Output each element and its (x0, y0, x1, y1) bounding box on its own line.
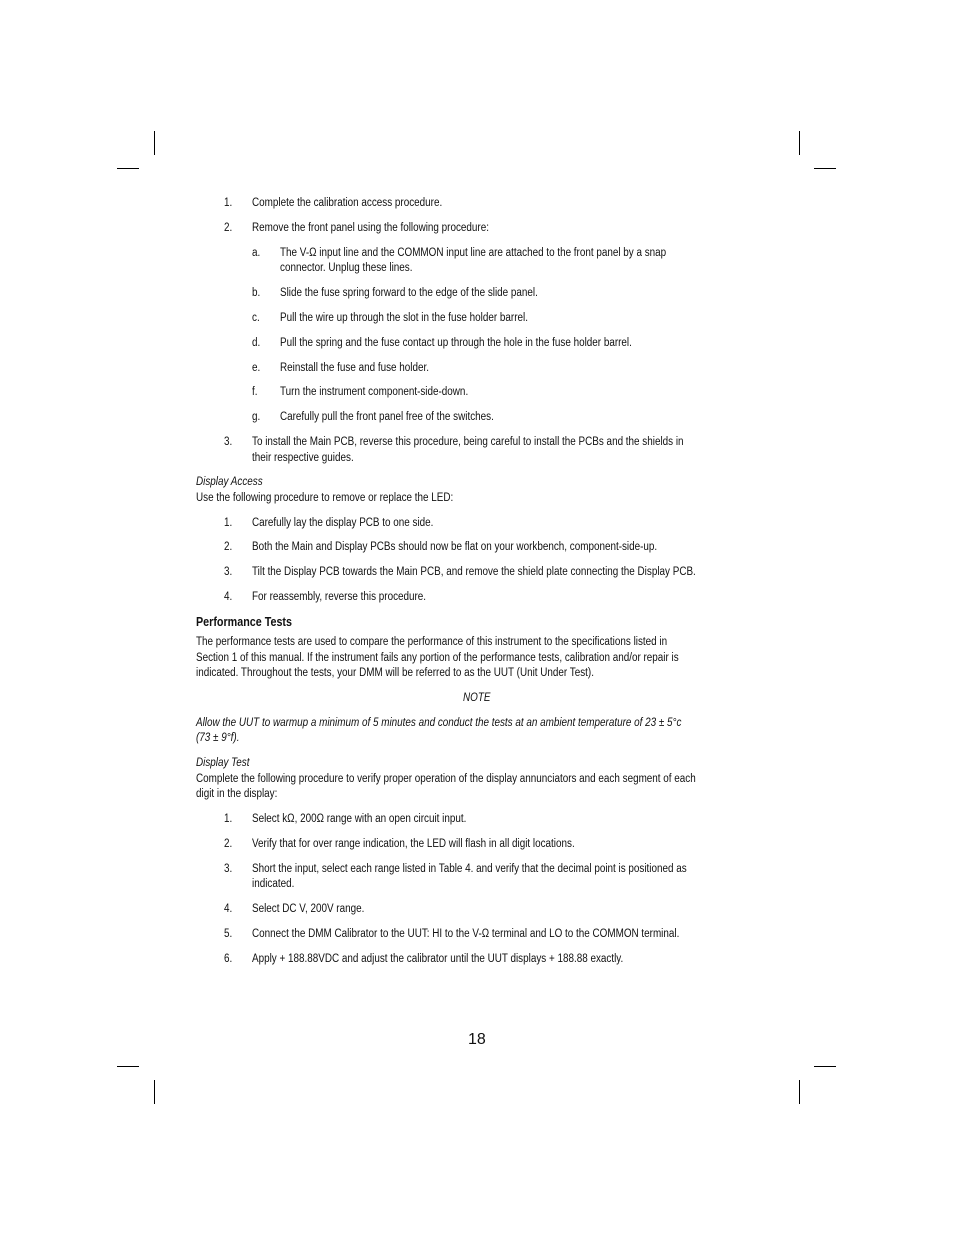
substep-letter: d. (252, 337, 261, 349)
page-number: 18 (468, 1031, 486, 1048)
step-number: 6. (224, 953, 233, 965)
substep-letter: f. (252, 386, 258, 398)
step-text: Carefully lay the display PCB to one side. (252, 517, 434, 529)
paragraph-line: The performance tests are used to compare the performance of this instrument to the specifications listed in (196, 636, 668, 648)
step-number: 1. (224, 813, 233, 825)
step-number: 2. (224, 222, 233, 234)
step-number: 3. (224, 863, 233, 875)
substep-text: Reinstall the fuse and fuse holder. (280, 362, 430, 374)
section-intro: digit in the display: (196, 788, 278, 800)
substep-text: connector. Unplug these lines. (280, 262, 413, 274)
crop-mark-bottom-left-vertical (154, 1080, 155, 1104)
step-number: 2. (224, 838, 233, 850)
step-text: Select DC V, 200V range. (252, 903, 365, 915)
step-number: 1. (224, 197, 233, 209)
step-number: 1. (224, 517, 233, 529)
substep-text: Pull the wire up through the slot in the fuse holder barrel. (280, 312, 528, 324)
step-text: Complete the calibration access procedure. (252, 197, 443, 209)
substep-letter: g. (252, 411, 261, 423)
step-number: 4. (224, 903, 233, 915)
substep-text: Pull the spring and the fuse contact up through the hole in the fuse holder barrel. (280, 337, 632, 349)
substep-letter: c. (252, 312, 260, 324)
step-text: Connect the DMM Calibrator to the UUT: HI to the V-Ω terminal and LO to the COMMON terminal. (252, 928, 680, 940)
step-number: 2. (224, 541, 233, 553)
crop-mark-bottom-right-horizontal (814, 1066, 836, 1067)
crop-mark-top-left-vertical (154, 131, 155, 155)
substep-letter: b. (252, 287, 261, 299)
paragraph-line: indicated. Throughout the tests, your DMM will be referred to as the UUT (Unit Under Test). (196, 667, 594, 679)
section-heading: Performance Tests (196, 615, 292, 629)
step-number: 4. (224, 591, 233, 603)
step-text: Apply + 188.88VDC and adjust the calibrator until the UUT displays + 188.88 exactly. (252, 953, 624, 965)
crop-mark-top-right-horizontal (814, 168, 836, 169)
step-number: 3. (224, 436, 233, 448)
step-text: Verify that for over range indication, the LED will flash in all digit locations. (252, 838, 575, 850)
step-text: Select kΩ, 200Ω range with an open circuit input. (252, 813, 467, 825)
substep-letter: a. (252, 247, 261, 259)
paragraph-line: Section 1 of this manual. If the instrument fails any portion of the performance tests, calibration and/or repair is (196, 652, 679, 664)
step-text: their respective guides. (252, 452, 354, 464)
step-text: Remove the front panel using the following procedure: (252, 222, 489, 234)
step-text: Short the input, select each range listed in Table 4. and verify that the decimal point is positioned as (252, 863, 687, 875)
substep-letter: e. (252, 362, 261, 374)
step-text: To install the Main PCB, reverse this procedure, being careful to install the PCBs and the shields in (252, 436, 684, 448)
substep-text: Slide the fuse spring forward to the edge of the slide panel. (280, 287, 538, 299)
crop-mark-bottom-right-vertical (799, 1080, 800, 1104)
crop-mark-bottom-left-horizontal (117, 1066, 139, 1067)
step-text: Both the Main and Display PCBs should now be flat on your workbench, component-side-up. (252, 541, 658, 553)
crop-mark-top-right-vertical (799, 131, 800, 155)
note-text: (73 ± 9°f). (196, 732, 240, 744)
crop-mark-top-left-horizontal (117, 168, 139, 169)
section-subtitle: Display Access (196, 476, 263, 488)
step-number: 5. (224, 928, 233, 940)
step-text: indicated. (252, 878, 295, 890)
substep-text: Carefully pull the front panel free of the switches. (280, 411, 494, 423)
substep-text: Turn the instrument component-side-down. (280, 386, 469, 398)
section-intro: Use the following procedure to remove or replace the LED: (196, 492, 454, 504)
section-intro: Complete the following procedure to verify proper operation of the display annunciators and each segment of each (196, 773, 696, 785)
note-text: Allow the UUT to warmup a minimum of 5 minutes and conduct the tests at an ambient temperature of 23 ± 5°c (196, 717, 682, 729)
substep-text: The V-Ω input line and the COMMON input line are attached to the front panel by a snap (280, 247, 667, 259)
step-number: 3. (224, 566, 233, 578)
step-text: For reassembly, reverse this procedure. (252, 591, 427, 603)
note-label: NOTE (463, 692, 491, 704)
section-subtitle: Display Test (196, 757, 250, 769)
step-text: Tilt the Display PCB towards the Main PCB, and remove the shield plate connecting the Display PCB. (252, 566, 696, 578)
